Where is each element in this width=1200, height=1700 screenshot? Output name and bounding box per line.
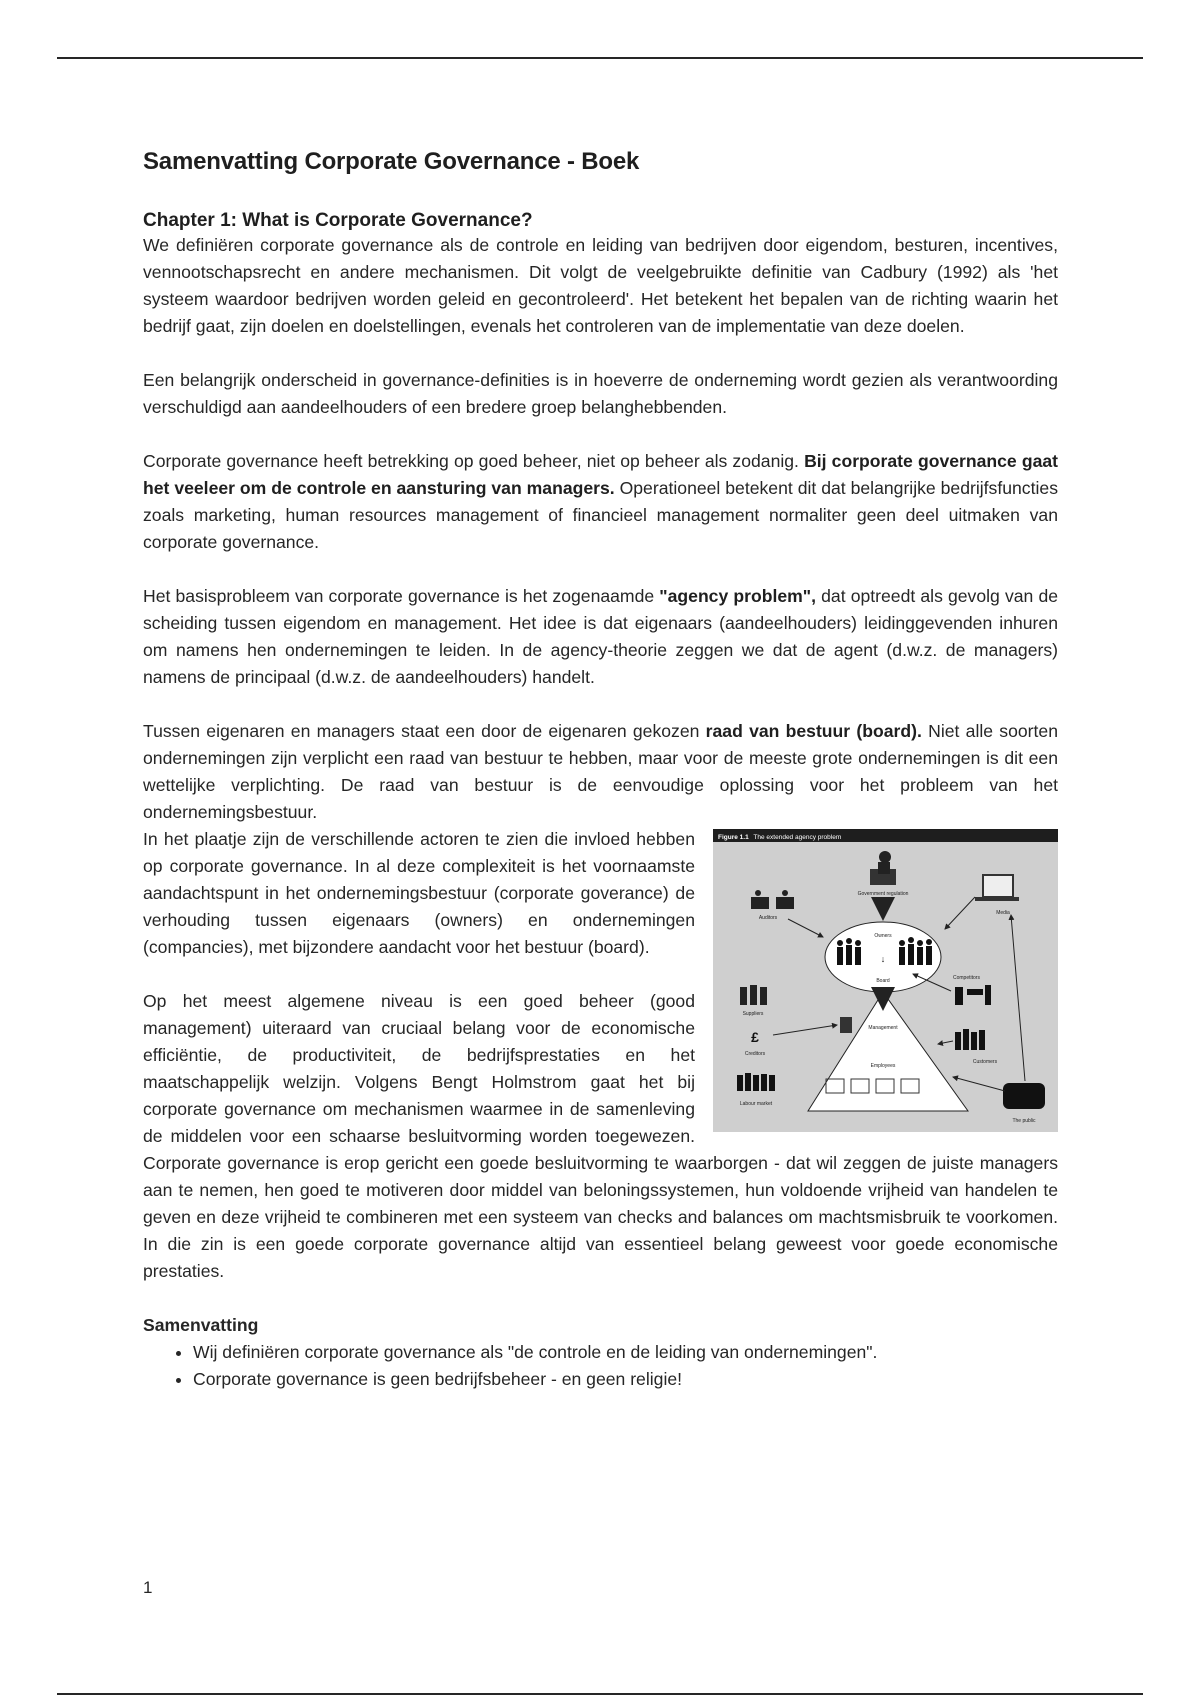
text-run: dat optreedt als gevolg van de scheiding tussen eigendom en management. Het idee is dat eigenaars (aandeelhouders) leidinggevenden inhuren om namens hen ondernemingen te leiden. In de agency-theorie zeggen we dat de agent (d.w.z. de managers) namens de principaal (d.w.z. de aandeelhouders) handelt.: [143, 586, 1059, 687]
figure-caption-number: Figure 1.1: [718, 834, 749, 841]
text-run: Het basisprobleem van corporate governance is het zogenaamde: [143, 586, 660, 606]
svg-text:Figure 1.1 The extende: [718, 834, 841, 841]
pound-icon: £: [751, 1029, 759, 1045]
bold-run: "agency problem",: [659, 586, 817, 606]
summary-item: • Wij definiëren corporate governance als "de controle en de leiding van ondernemingen".: [193, 1339, 1058, 1366]
the-public-icon: [1003, 1083, 1045, 1109]
agency-problem-diagram: [713, 829, 1058, 1132]
paragraph-distinction: Een belangrijk onderscheid in governance-definities is in hoeverre de onderneming wordt gezien als verantwoording verschuldigd aan aandeelhouders of een bredere groep belanghebbenden.: [143, 370, 1058, 417]
label-management: Management: [868, 1025, 898, 1031]
document-page: [143, 140, 1058, 1393]
summary-list: [143, 1339, 1058, 1393]
label-suppliers: Suppliers: [742, 1011, 764, 1017]
paragraph-definition: We definiëren corporate governance als de controle en leiding van bedrijven door eigendom, besturen, incentives, vennootschapsrecht en andere mechanismen. Dit volgt de veelgebruikte definitie van Cadbury (1992) als 'het systeem waardoor bedrijven worden geleid en gecontroleerd'. Het betekent het bepalen van de richting waarin het bedrijf gaat, zijn doelen en doelstellingen, evenals het controleren van de implementatie van deze doelen.: [143, 235, 1058, 336]
label-customers: Customers: [972, 1059, 998, 1065]
label-media: Media: [996, 910, 1010, 916]
document-title: Samenvatting Corporate Governance - Boek: [143, 148, 640, 175]
text-run: Niet alle soorten ondernemingen zijn verplicht een raad van bestuur te hebben, maar voor de meeste grote ondernemingen is dit een wettelijke verplichting. De raad van bestuur is de eenvoudige oplossing voor het probleem van het ondernemingsbestuur.: [143, 721, 1058, 822]
paragraph-good-management: [143, 448, 1058, 556]
bold-run: raad van bestuur (board).: [705, 721, 922, 741]
text-run: Corporate governance heeft betrekking op goed beheer, niet op beheer als zodanig.: [143, 451, 805, 471]
management-icon: [840, 1017, 852, 1033]
label-auditors: Auditors: [758, 915, 778, 921]
label-board: Board: [876, 978, 890, 984]
label-creditors: Creditors: [744, 1051, 766, 1057]
labour-market-icon: [737, 1073, 775, 1091]
header-rule: [57, 57, 1143, 59]
text-run: Tussen eigenaren en managers staat een door de eigenaren gekozen: [143, 721, 706, 741]
figure-caption-text: The extended agency problem: [753, 834, 842, 841]
chapter-title: Chapter 1: What is Corporate Governance?: [143, 210, 533, 231]
page-number: 1: [143, 1578, 153, 1597]
bold-run: Bij corporate governance gaat het veeleer om de controle en aansturing van managers.: [143, 451, 1059, 498]
label-government: Government regulation: [857, 891, 909, 897]
suppliers-icon: [740, 985, 767, 1005]
agency-problem-figure: [713, 829, 1058, 1132]
summary-heading: Samenvatting: [143, 1315, 259, 1335]
paragraph-holmstrom: Op het meest algemene niveau is een goed beheer (good management) uiteraard van cruciaal belang voor de economische efficiëntie, de productiviteit, de bedrijfsprestaties en het maatschappelijk welzijn. Volgens Bengt Holmstrom gaat het bij corporate governance om mechanismen waarmee in de samenleving de middelen voor een schaarse besluitvorming worden toegewezen. Corporate governance is erop gericht een goede besluitvorming te waarborgen - dat wil zeggen de juiste managers aan te nemen, hen goed te motiveren door middel van beloningssystemen, hun voldoende vrijheid van handelen te geven en deze vrijheid te combineren met een systeem van checks and balances om machtsmisbruik te voorkomen. In die zin is een goede corporate governance altijd van essentieel belang geweest voor goede economische prestaties.: [143, 991, 1058, 1281]
text-run: Operationeel betekent dit dat belangrijke bedrijfsfuncties zoals marketing, human resources management of financieel management normaliter geen deel uitmaken van corporate governance.: [143, 478, 1058, 552]
footer-rule: [57, 1693, 1143, 1695]
paragraph-actors: In het plaatje zijn de verschillende actoren te zien die invloed hebben op corporate governance. In al deze complexiteit is het voornaamste aandachtspunt in het ondernemingsbestuur (corporate goverance) de verhouding tussen eigenaars (owners) en ondernemingen (compancies), met bijzondere aandacht voor het bestuur (board).: [143, 829, 695, 957]
owners-separator-icon: ↓: [880, 954, 886, 964]
label-labour-market: Labour market: [739, 1101, 773, 1107]
label-the-public: The public: [1012, 1118, 1036, 1124]
paragraph-agency-problem: [143, 583, 1058, 691]
summary-item: • Corporate governance is geen bedrijfsbeheer - en geen religie!: [193, 1366, 1058, 1393]
label-competitors: Competitors: [953, 975, 980, 981]
label-owners: Owners: [874, 933, 892, 939]
paragraph-board: [143, 718, 1058, 826]
label-employees: Employees: [870, 1063, 896, 1069]
